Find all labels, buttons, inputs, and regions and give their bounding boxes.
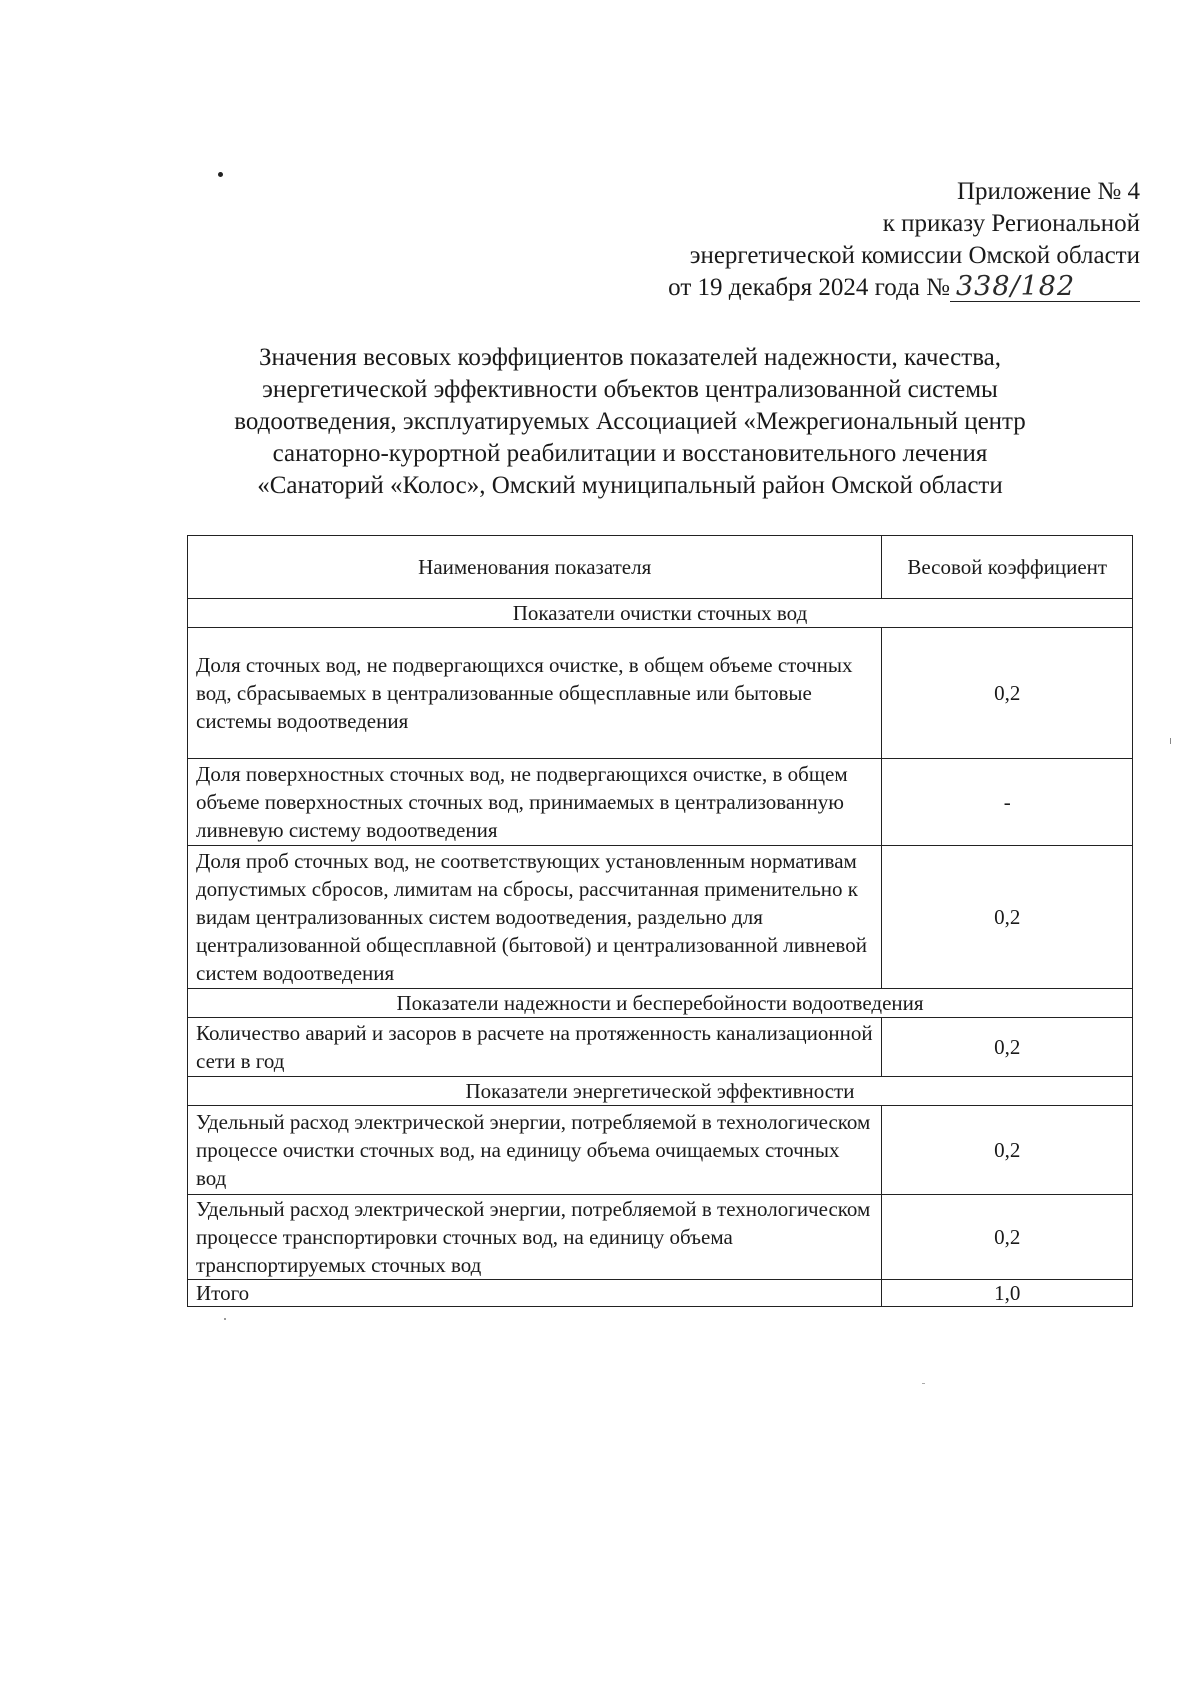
appendix-order-date-line (668, 272, 1140, 304)
indicator-name: Доля сточных вод, не подвергающихся очистке, в общем объеме сточных вод, сбрасываемых в централизованные общесплавные или бытовые системы водоотведения (188, 628, 882, 759)
appendix-order-date: от 19 декабря 2024 года № (668, 274, 950, 301)
indicator-name: Доля проб сточных вод, не соответствующих установленным нормативам допустимых сбросов, лимитам на сбросы, рассчитанная применительно к видам централизованных систем водоотведения, раздельно для централизованной общесплавной (бытовой) и централизованной ливневой систем водоотведения (188, 846, 882, 989)
table-row (188, 628, 1133, 759)
header-indicator-name: Наименования показателя (188, 536, 882, 599)
title-line: энергетической эффективности объектов централизованной системы (262, 376, 998, 403)
scan-dot-mark (218, 172, 223, 177)
indicator-coefficient: 0,2 (882, 1106, 1133, 1195)
section-title: Показатели очистки сточных вод (188, 599, 1133, 628)
appendix-number: Приложение № 4 (956, 178, 1140, 205)
title-line: «Санаторий «Колос», Омский муниципальный район Омской области (257, 472, 1003, 499)
document-title (150, 342, 1110, 502)
indicator-name: Удельный расход электрической энергии, потребляемой в технологическом процессе транспортировки сточных вод, на единицу объема транспортируемых сточных вод (188, 1195, 882, 1280)
section-row (188, 1077, 1133, 1106)
table-row (188, 1106, 1133, 1195)
weights-table (187, 535, 1133, 1307)
indicator-coefficient: 0,2 (882, 628, 1133, 759)
header-weight-coefficient: Весовой коэффициент (882, 536, 1133, 599)
total-value: 1,0 (882, 1280, 1133, 1307)
total-row (188, 1280, 1133, 1307)
title-line: водоотведения, эксплуатируемых Ассоциацией «Межрегиональный центр (234, 408, 1026, 435)
indicator-name: Количество аварий и засоров в расчете на протяженность канализационной сети в год (188, 1018, 882, 1077)
indicator-coefficient: 0,2 (882, 846, 1133, 989)
table-row (188, 846, 1133, 989)
section-row (188, 599, 1133, 628)
scan-speck (922, 1383, 925, 1384)
section-title: Показатели энергетической эффективности (188, 1077, 1133, 1106)
indicator-coefficient: 0,2 (882, 1195, 1133, 1280)
appendix-commission: энергетической комиссии Омской области (689, 242, 1140, 269)
indicator-name: Удельный расход электрической энергии, потребляемой в технологическом процессе очистки сточных вод, на единицу объема очищаемых сточных вод (188, 1106, 882, 1195)
scan-tick-mark (1170, 738, 1171, 744)
section-row (188, 989, 1133, 1018)
indicator-name: Доля поверхностных сточных вод, не подвергающихся очистке, в общем объеме поверхностных сточных вод, принимаемых в централизованную ливневую систему водоотведения (188, 759, 882, 846)
table-row (188, 1195, 1133, 1280)
table-row (188, 759, 1133, 846)
order-number-handwritten: 338/182 (950, 273, 1140, 302)
title-line: санаторно-курортной реабилитации и восстановительного лечения (272, 440, 988, 467)
scan-speck (224, 1318, 226, 1320)
indicator-coefficient: 0,2 (882, 1018, 1133, 1077)
appendix-header (668, 176, 1140, 304)
total-label: Итого (188, 1280, 882, 1307)
indicator-coefficient: - (882, 759, 1133, 846)
table-row (188, 1018, 1133, 1077)
table-header-row (188, 536, 1133, 599)
appendix-order-ref: к приказу Региональной (882, 210, 1140, 237)
section-title: Показатели надежности и бесперебойности водоотведения (188, 989, 1133, 1018)
title-line: Значения весовых коэффициентов показателей надежности, качества, (258, 344, 1002, 371)
